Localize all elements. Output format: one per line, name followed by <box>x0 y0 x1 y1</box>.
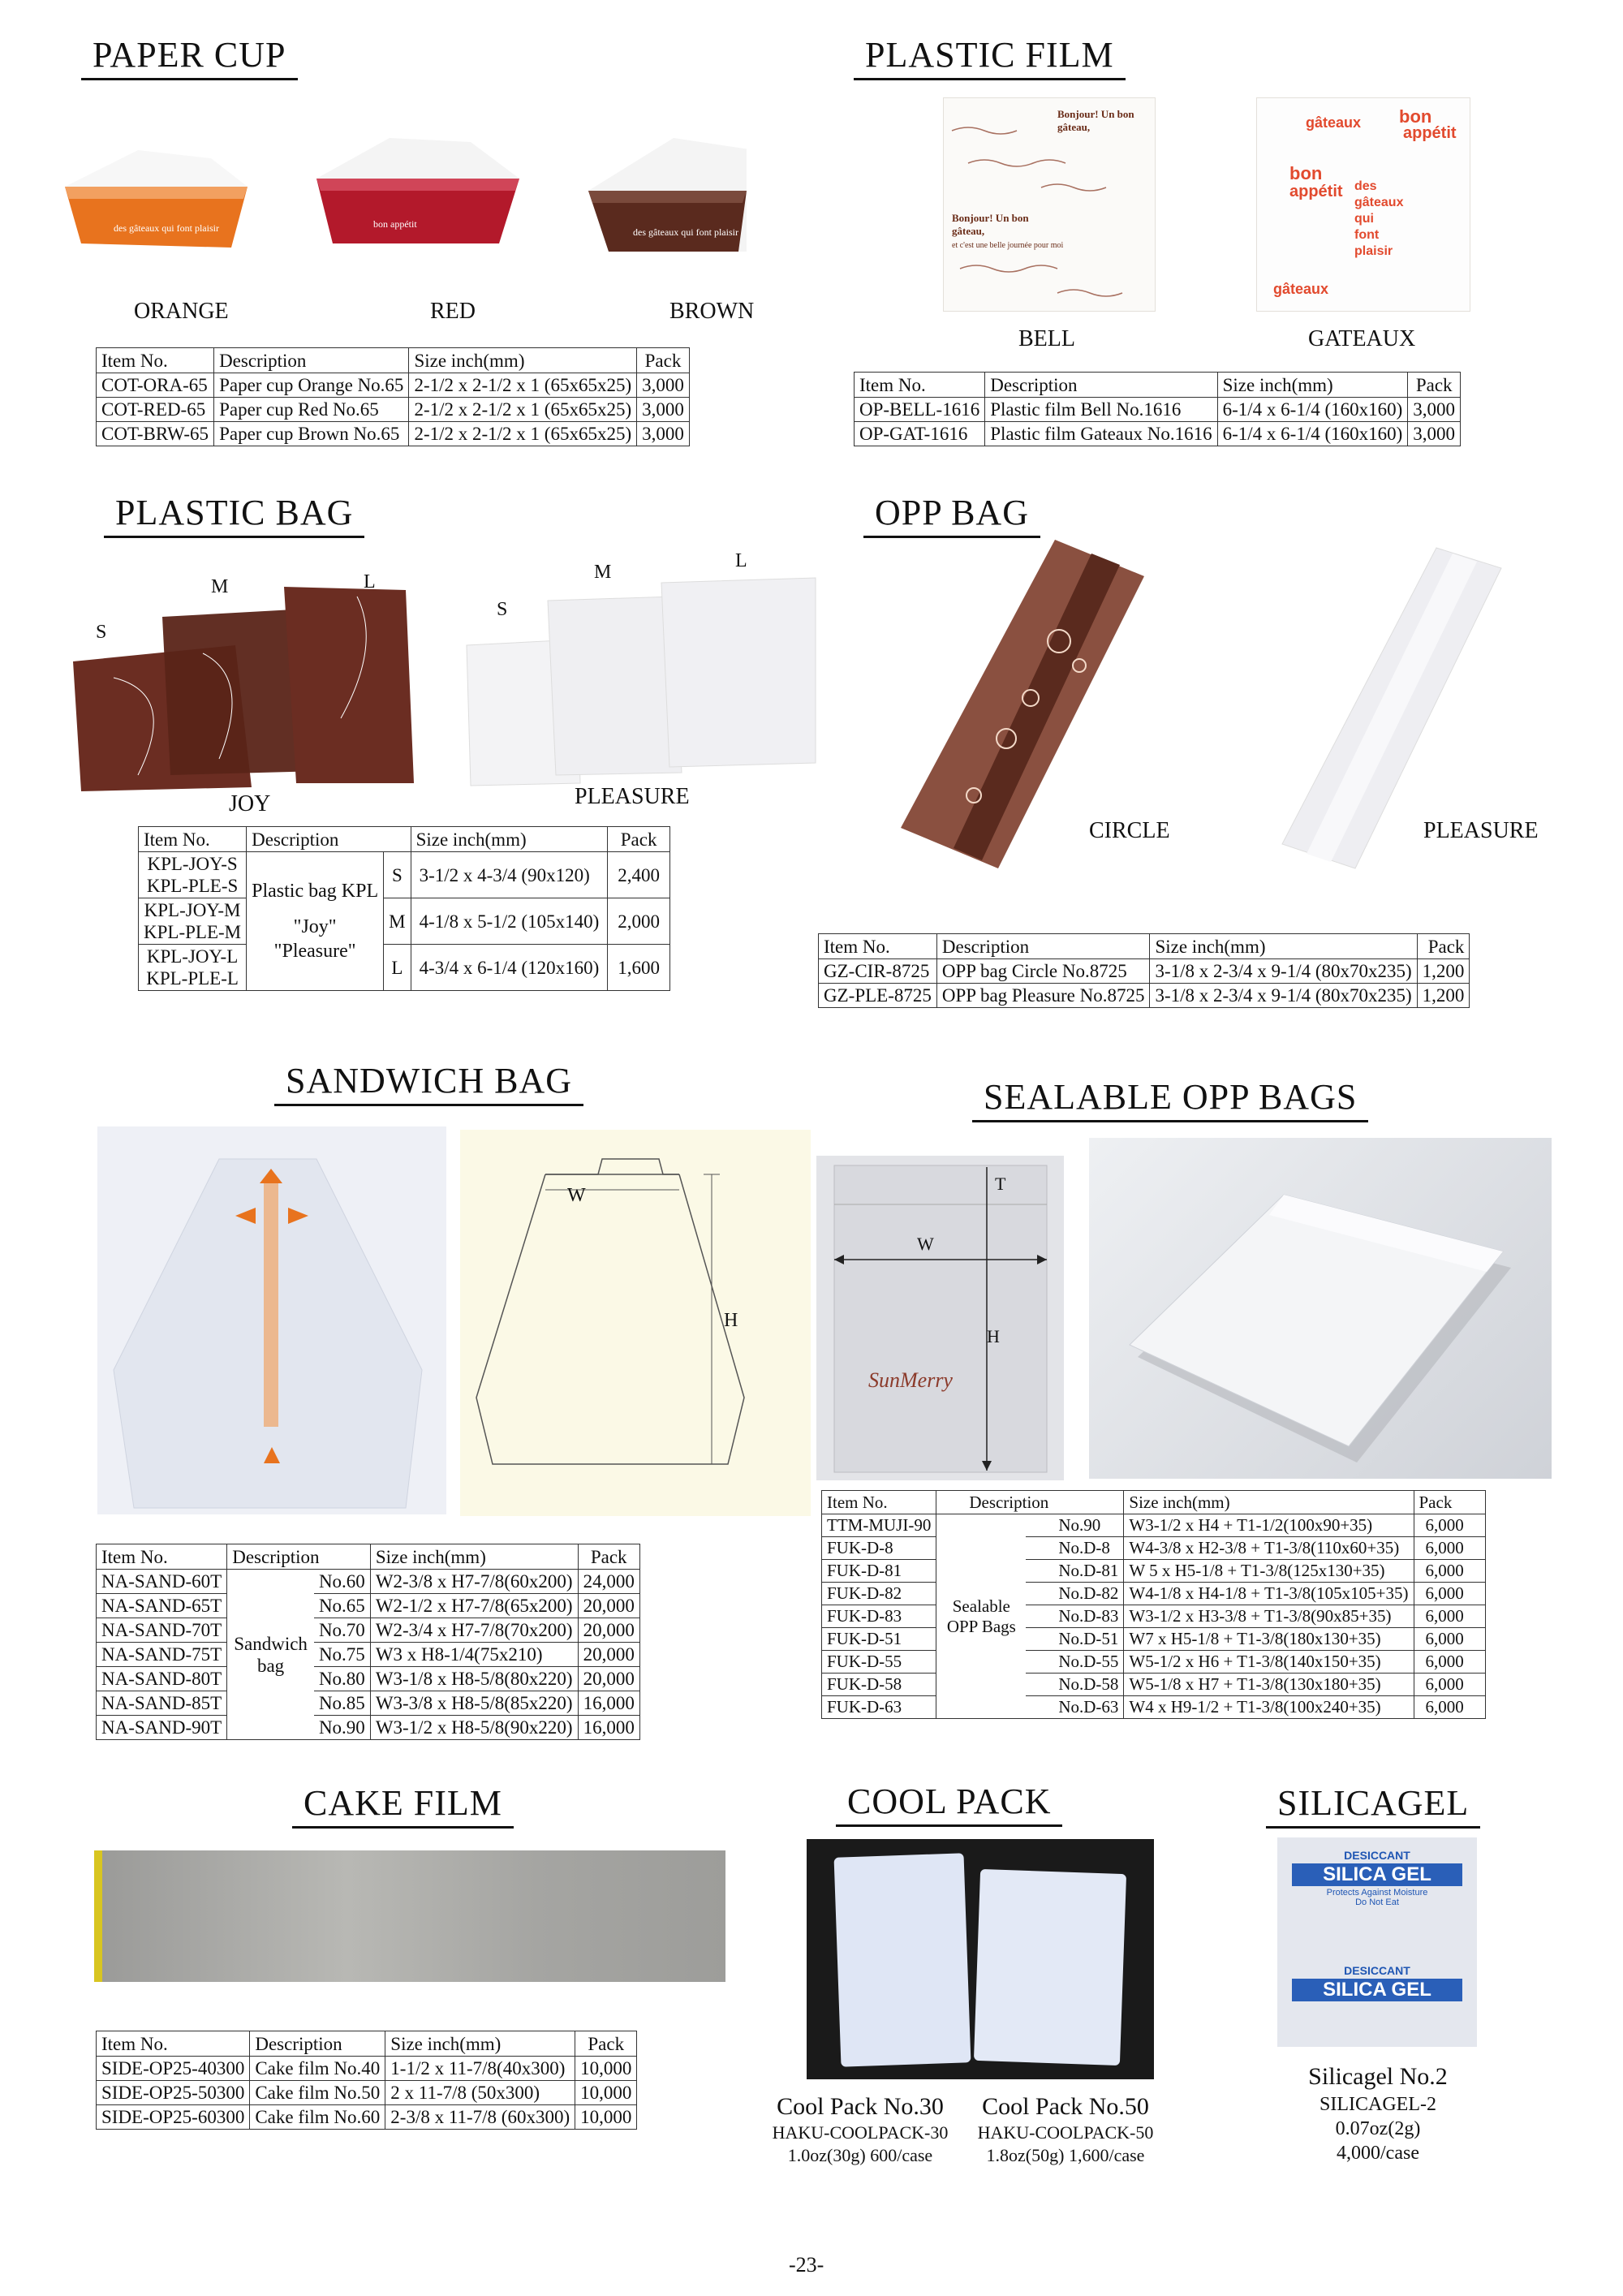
model-no: No.85 <box>314 1691 370 1716</box>
item-no: FUK-D-8 <box>822 1537 936 1560</box>
bell-label: BELL <box>1018 326 1075 351</box>
size: W7 x H5-1/8 + T1-3/8(180x130+35) <box>1124 1628 1414 1651</box>
item-no: FUK-D-55 <box>822 1651 936 1674</box>
model-no: No.80 <box>314 1667 370 1691</box>
paper-cup-table <box>96 347 690 446</box>
silicagel-name: Silicagel No.2 <box>1308 2063 1448 2090</box>
table-row <box>139 945 670 991</box>
gateaux-word: plaisir <box>1354 244 1393 258</box>
table-row <box>97 1643 640 1667</box>
header-item: Item No. <box>855 373 985 398</box>
model-no: No.75 <box>314 1643 370 1667</box>
table-row <box>822 1696 1486 1719</box>
plastic-film-title: PLASTIC FILM <box>854 34 1126 80</box>
model-no: No.D-63 <box>1026 1696 1124 1719</box>
orange-cup <box>65 150 248 248</box>
item-no: NA-SAND-80T <box>97 1667 227 1691</box>
size-code: L <box>384 945 411 991</box>
model-no: No.70 <box>314 1618 370 1643</box>
header-item: Item No. <box>819 934 937 959</box>
sealable-opp-table <box>821 1490 1486 1719</box>
table-row <box>822 1674 1486 1696</box>
pack: 10,000 <box>575 2105 637 2130</box>
table-row <box>822 1560 1486 1583</box>
size: W2-1/2 x H7-7/8(65x200) <box>370 1594 578 1618</box>
gateaux-word: gâteaux <box>1306 114 1362 131</box>
sealable-opp-arrows <box>816 1156 1064 1480</box>
item-no: KPL-JOY-S KPL-PLE-S <box>139 852 247 898</box>
paper-cup-title: PAPER CUP <box>81 34 298 80</box>
sunmerry-logo: SunMerry <box>868 1368 953 1392</box>
model-no: No.60 <box>314 1570 370 1594</box>
description: Paper cup Orange No.65 <box>214 373 409 398</box>
gateaux-word: des <box>1354 179 1377 193</box>
header-description: Description <box>985 373 1217 398</box>
silicagel-code: SILICAGEL-2 <box>1319 2094 1436 2115</box>
gateaux-word: gâteaux <box>1354 196 1404 209</box>
item-no: FUK-D-81 <box>822 1560 936 1583</box>
joy-size-l: L <box>364 571 376 592</box>
cool-pack-30-name: Cool Pack No.30 <box>777 2093 944 2120</box>
table-header <box>97 1544 640 1570</box>
size: W3 x H8-1/4(75x210) <box>370 1643 578 1667</box>
gateaux-word: font <box>1354 228 1380 242</box>
item-no: COT-BRW-65 <box>97 422 214 446</box>
header-size: Size inch(mm) <box>411 827 608 852</box>
model-no: No.D-81 <box>1026 1560 1124 1583</box>
item-no: NA-SAND-65T <box>97 1594 227 1618</box>
bell-film-image <box>943 97 1156 312</box>
item-no: COT-RED-65 <box>97 398 214 422</box>
header-size: Size inch(mm) <box>385 2031 575 2057</box>
item-no: FUK-D-58 <box>822 1674 936 1696</box>
size: 2-1/2 x 2-1/2 x 1 (65x65x25) <box>409 422 637 446</box>
plastic-bag-title: PLASTIC BAG <box>104 492 364 538</box>
description: Sealable OPP Bags <box>936 1514 1027 1719</box>
sandwich-diagram <box>460 1130 811 1516</box>
table-row <box>97 1716 640 1740</box>
pack: 24,000 <box>578 1570 639 1594</box>
item-no: NA-SAND-75T <box>97 1643 227 1667</box>
size: 4-3/4 x 6-1/4 (120x160) <box>411 945 608 991</box>
orange-label: ORANGE <box>134 299 229 324</box>
item-no: GZ-CIR-8725 <box>819 959 937 984</box>
size: 3-1/8 x 2-3/4 x 9-1/4 (80x70x235) <box>1150 959 1417 984</box>
header-description: Description <box>247 827 411 852</box>
size-code: M <box>384 898 411 945</box>
size: W2-3/8 x H7-7/8(60x200) <box>370 1570 578 1594</box>
size: 6-1/4 x 6-1/4 (160x160) <box>1217 422 1408 446</box>
diagram-w-label: W <box>567 1185 586 1206</box>
silicagel-info <box>1266 2061 1490 2165</box>
model-no: No.D-82 <box>1026 1583 1124 1605</box>
size: W3-1/2 x H3-3/8 + T1-3/8(90x85+35) <box>1124 1605 1414 1628</box>
cool-pack-30-code: HAKU-COOLPACK-30 <box>772 2122 949 2143</box>
silicagel-pack-text: Do Not Eat <box>1355 1898 1399 1907</box>
size: W3-1/2 x H8-5/8(90x220) <box>370 1716 578 1740</box>
header-size: Size inch(mm) <box>1217 373 1408 398</box>
model-no: No.90 <box>1026 1514 1124 1537</box>
model-no: No.65 <box>314 1594 370 1618</box>
pack: 20,000 <box>578 1618 639 1643</box>
pleasure-label: PLEASURE <box>575 784 690 809</box>
item-no: NA-SAND-85T <box>97 1691 227 1716</box>
description: Plastic film Bell No.1616 <box>985 398 1217 422</box>
size: 2-3/8 x 11-7/8 (60x300) <box>385 2105 575 2130</box>
size: 1-1/2 x 11-7/8(40x300) <box>385 2057 575 2081</box>
sandwich-bag-shape <box>97 1126 446 1514</box>
diagram-h-label: H <box>724 1310 738 1331</box>
header-item: Item No. <box>97 1544 227 1570</box>
size: W5-1/2 x H6 + T1-3/8(140x150+35) <box>1124 1651 1414 1674</box>
model-no: No.D-58 <box>1026 1674 1124 1696</box>
table-row <box>819 959 1470 984</box>
size: W 5 x H5-1/8 + T1-3/8(125x130+35) <box>1124 1560 1414 1583</box>
plastic-film-table <box>854 372 1461 446</box>
description: Sandwich bag <box>227 1570 314 1740</box>
header-description: Description <box>936 1491 1124 1514</box>
description: Cake film No.60 <box>250 2105 385 2130</box>
silicagel-pack-text: DESICCANT <box>1344 1849 1410 1862</box>
red-cup-text: bon appétit <box>373 218 417 230</box>
silicagel-pack-text: SILICA GEL <box>1292 1863 1462 1886</box>
description: Paper cup Red No.65 <box>214 398 409 422</box>
table-header <box>855 373 1461 398</box>
cool-pack-50-name: Cool Pack No.50 <box>982 2093 1149 2120</box>
description: Cake film No.40 <box>250 2057 385 2081</box>
table-row <box>822 1651 1486 1674</box>
gateaux-word: qui <box>1354 212 1374 226</box>
table-row <box>97 1691 640 1716</box>
pleasure-size-m: M <box>594 562 612 583</box>
item-no: KPL-JOY-M KPL-PLE-M <box>139 898 247 945</box>
size: W3-1/2 x H4 + T1-1/2(100x90+35) <box>1124 1514 1414 1537</box>
table-row <box>822 1537 1486 1560</box>
pack: 20,000 <box>578 1643 639 1667</box>
item-no: FUK-D-51 <box>822 1628 936 1651</box>
table-header <box>822 1491 1486 1514</box>
pack: 20,000 <box>578 1667 639 1691</box>
bell-film-text: Bonjour! Un bon gâteau, <box>1057 108 1134 133</box>
paper-cup-images <box>49 122 747 292</box>
header-size: Size inch(mm) <box>1150 934 1417 959</box>
cake-film-title: CAKE FILM <box>292 1782 514 1829</box>
pack: 6,000 <box>1414 1583 1485 1605</box>
silicagel-image <box>1277 1837 1477 2047</box>
model-no: No.D-83 <box>1026 1605 1124 1628</box>
silicagel-pack-text: Protects Against Moisture <box>1326 1888 1428 1898</box>
item-no: COT-ORA-65 <box>97 373 214 398</box>
pleasure-size-l: L <box>735 550 747 571</box>
cool-pack-50 <box>974 1869 1126 2066</box>
pack: 6,000 <box>1414 1605 1485 1628</box>
sealable-opp-photo <box>1089 1138 1552 1479</box>
table-row <box>97 2057 637 2081</box>
table-header <box>139 827 670 852</box>
pack: 3,000 <box>1408 422 1461 446</box>
cake-film-image <box>94 1850 725 1982</box>
item-no: NA-SAND-60T <box>97 1570 227 1594</box>
pack: 10,000 <box>575 2081 637 2105</box>
circle-label: CIRCLE <box>1089 818 1170 843</box>
opp-bag-title: OPP BAG <box>863 492 1040 538</box>
sandwich-diagram-lines <box>460 1130 811 1516</box>
table-row <box>855 398 1461 422</box>
table-header <box>819 934 1470 959</box>
pack: 20,000 <box>578 1594 639 1618</box>
silicagel-pack-text: DESICCANT <box>1344 1964 1410 1977</box>
joy-size-m: M <box>211 576 229 597</box>
table-row <box>822 1514 1486 1537</box>
size: 2 x 11-7/8 (50x300) <box>385 2081 575 2105</box>
item-no: OP-BELL-1616 <box>855 398 985 422</box>
red-label: RED <box>430 299 476 324</box>
table-row <box>97 373 690 398</box>
pack: 3,000 <box>637 398 690 422</box>
header-pack: Pack <box>1408 373 1461 398</box>
sandwich-bag-title: SANDWICH BAG <box>274 1060 583 1106</box>
sealable-opp-title: SEALABLE OPP BAGS <box>972 1076 1368 1122</box>
size: W4 x H9-1/2 + T1-3/8(100x240+35) <box>1124 1696 1414 1719</box>
header-pack: Pack <box>1417 934 1470 959</box>
size: W3-1/8 x H8-5/8(80x220) <box>370 1667 578 1691</box>
bell-film-subtext: et c'est une belle journée pour moi <box>952 241 1064 250</box>
cool-pack-title: COOL PACK <box>836 1781 1062 1827</box>
pleasure-bags-image <box>454 568 820 795</box>
header-description: Description <box>214 348 409 373</box>
cool-pack-30-spec: 1.0oz(30g) 600/case <box>787 2145 933 2165</box>
header-description: Description <box>227 1544 371 1570</box>
header-description: Description <box>936 934 1150 959</box>
diagram-t-label: T <box>995 1174 1006 1194</box>
gateaux-word: gâteaux <box>1273 281 1329 297</box>
header-size: Size inch(mm) <box>409 348 637 373</box>
table-row <box>97 1570 640 1594</box>
gateaux-word: bon <box>1289 163 1323 183</box>
table-row <box>97 2105 637 2130</box>
bell-film-text: Bonjour! Un bon gâteau, <box>952 212 1029 237</box>
pack: 3,000 <box>637 422 690 446</box>
model-no: No.D-8 <box>1026 1537 1124 1560</box>
cool-pack-50-code: HAKU-COOLPACK-50 <box>977 2122 1154 2143</box>
size: W4-1/8 x H4-1/8 + T1-3/8(105x105+35) <box>1124 1583 1414 1605</box>
item-no: FUK-D-82 <box>822 1583 936 1605</box>
item-no: FUK-D-83 <box>822 1605 936 1628</box>
sealable-bag-shape <box>1089 1138 1552 1479</box>
header-pack: Pack <box>1414 1491 1485 1514</box>
header-pack: Pack <box>608 827 670 852</box>
table-row <box>822 1605 1486 1628</box>
silicagel-title: SILICAGEL <box>1266 1782 1480 1829</box>
table-row <box>97 2081 637 2105</box>
header-pack: Pack <box>637 348 690 373</box>
pack: 6,000 <box>1414 1537 1485 1560</box>
item-no: TTM-MUJI-90 <box>822 1514 936 1537</box>
pack: 6,000 <box>1414 1674 1485 1696</box>
gateaux-label: GATEAUX <box>1308 326 1416 351</box>
cool-pack-image <box>807 1839 1154 2079</box>
script-lines <box>944 98 1155 311</box>
header-item: Item No. <box>139 827 247 852</box>
table-row <box>822 1583 1486 1605</box>
size: W2-3/4 x H7-7/8(70x200) <box>370 1618 578 1643</box>
table-row <box>139 898 670 945</box>
table-row <box>139 852 670 898</box>
description: Paper cup Brown No.65 <box>214 422 409 446</box>
cool-pack-50-spec: 1.8oz(50g) 1,600/case <box>986 2145 1145 2165</box>
table-row <box>97 1667 640 1691</box>
size: 3-1/8 x 2-3/4 x 9-1/4 (80x70x235) <box>1150 984 1417 1008</box>
item-no: KPL-JOY-L KPL-PLE-L <box>139 945 247 991</box>
pack: 1,200 <box>1417 959 1470 984</box>
item-no: FUK-D-63 <box>822 1696 936 1719</box>
size: W3-3/8 x H8-5/8(85x220) <box>370 1691 578 1716</box>
header-item: Item No. <box>97 2031 250 2057</box>
item-no: SIDE-OP25-50300 <box>97 2081 250 2105</box>
pack: 6,000 <box>1414 1514 1485 1537</box>
joy-label: JOY <box>229 791 271 816</box>
pack: 16,000 <box>578 1691 639 1716</box>
gateaux-word: appétit <box>1403 124 1457 142</box>
size: 3-1/2 x 4-3/4 (90x120) <box>411 852 608 898</box>
brown-label: BROWN <box>669 299 755 324</box>
item-no: NA-SAND-90T <box>97 1716 227 1740</box>
size: W4-3/8 x H2-3/8 + T1-3/8(110x60+35) <box>1124 1537 1414 1560</box>
joy-bags-image <box>65 580 422 799</box>
pack: 6,000 <box>1414 1651 1485 1674</box>
gateaux-word: appétit <box>1289 183 1343 200</box>
description: Plastic bag KPL "Joy" "Pleasure" <box>247 852 384 991</box>
gateaux-word: bon <box>1399 106 1432 127</box>
model-no: No.D-55 <box>1026 1651 1124 1674</box>
gateaux-film-image <box>1256 97 1470 312</box>
pack: 3,000 <box>637 373 690 398</box>
pack: 1,600 <box>608 945 670 991</box>
description: Plastic film Gateaux No.1616 <box>985 422 1217 446</box>
description: OPP bag Pleasure No.8725 <box>936 984 1150 1008</box>
pleasure-size-s: S <box>497 599 508 620</box>
pack: 2,000 <box>608 898 670 945</box>
pack: 3,000 <box>1408 398 1461 422</box>
pack: 6,000 <box>1414 1628 1485 1651</box>
header-description: Description <box>250 2031 385 2057</box>
size: 4-1/8 x 5-1/2 (105x140) <box>411 898 608 945</box>
description: OPP bag Circle No.8725 <box>936 959 1150 984</box>
brown-cup <box>588 138 747 252</box>
pack: 1,200 <box>1417 984 1470 1008</box>
header-item: Item No. <box>97 348 214 373</box>
header-size: Size inch(mm) <box>370 1544 578 1570</box>
table-row <box>97 422 690 446</box>
cake-film-table <box>96 2031 637 2130</box>
header-size: Size inch(mm) <box>1124 1491 1414 1514</box>
table-row <box>822 1628 1486 1651</box>
silicagel-weight: 0.07oz(2g) <box>1335 2118 1421 2139</box>
red-cup <box>316 138 519 243</box>
item-no: SIDE-OP25-60300 <box>97 2105 250 2130</box>
header-pack: Pack <box>578 1544 639 1570</box>
size: W5-1/8 x H7 + T1-3/8(130x180+35) <box>1124 1674 1414 1696</box>
silicagel-pack-text: SILICA GEL <box>1292 1979 1462 2001</box>
plastic-bag-table <box>138 826 670 991</box>
header-item: Item No. <box>822 1491 936 1514</box>
pack: 6,000 <box>1414 1696 1485 1719</box>
cake-film-edge <box>94 1850 102 1982</box>
sandwich-bag-image <box>97 1126 446 1514</box>
sealable-opp-diagram <box>816 1156 1064 1480</box>
diagram-w-label: W <box>917 1234 934 1254</box>
cool-pack-30 <box>834 1853 971 2066</box>
pack: 6,000 <box>1414 1560 1485 1583</box>
header-pack: Pack <box>575 2031 637 2057</box>
size: 2-1/2 x 2-1/2 x 1 (65x65x25) <box>409 373 637 398</box>
description: Cake film No.50 <box>250 2081 385 2105</box>
table-row <box>819 984 1470 1008</box>
table-row <box>97 1618 640 1643</box>
size: 6-1/4 x 6-1/4 (160x160) <box>1217 398 1408 422</box>
size-code: S <box>384 852 411 898</box>
table-row <box>97 1594 640 1618</box>
item-no: SIDE-OP25-40300 <box>97 2057 250 2081</box>
opp-bag-table <box>818 933 1470 1008</box>
cool-pack-50-info <box>964 2092 1167 2167</box>
pack: 10,000 <box>575 2057 637 2081</box>
orange-cup-text: des gâteaux qui font plaisir <box>114 222 219 234</box>
item-no: NA-SAND-70T <box>97 1618 227 1643</box>
item-no: GZ-PLE-8725 <box>819 984 937 1008</box>
model-no: No.90 <box>314 1716 370 1740</box>
model-no: No.D-51 <box>1026 1628 1124 1651</box>
pack: 16,000 <box>578 1716 639 1740</box>
cool-pack-30-info <box>763 2092 958 2167</box>
table-header <box>97 348 690 373</box>
page-number: -23- <box>789 2253 824 2277</box>
table-row <box>97 398 690 422</box>
brown-cup-text: des gâteaux qui font plaisir <box>633 226 738 238</box>
pack: 2,400 <box>608 852 670 898</box>
table-header <box>97 2031 637 2057</box>
item-no: OP-GAT-1616 <box>855 422 985 446</box>
table-row <box>855 422 1461 446</box>
joy-size-s: S <box>96 622 107 643</box>
diagram-h-label: H <box>987 1326 1000 1346</box>
sandwich-bag-table <box>96 1544 640 1740</box>
opp-pleasure-label: PLEASURE <box>1423 818 1539 843</box>
size: 2-1/2 x 2-1/2 x 1 (65x65x25) <box>409 398 637 422</box>
silicagel-case: 4,000/case <box>1337 2143 1419 2164</box>
